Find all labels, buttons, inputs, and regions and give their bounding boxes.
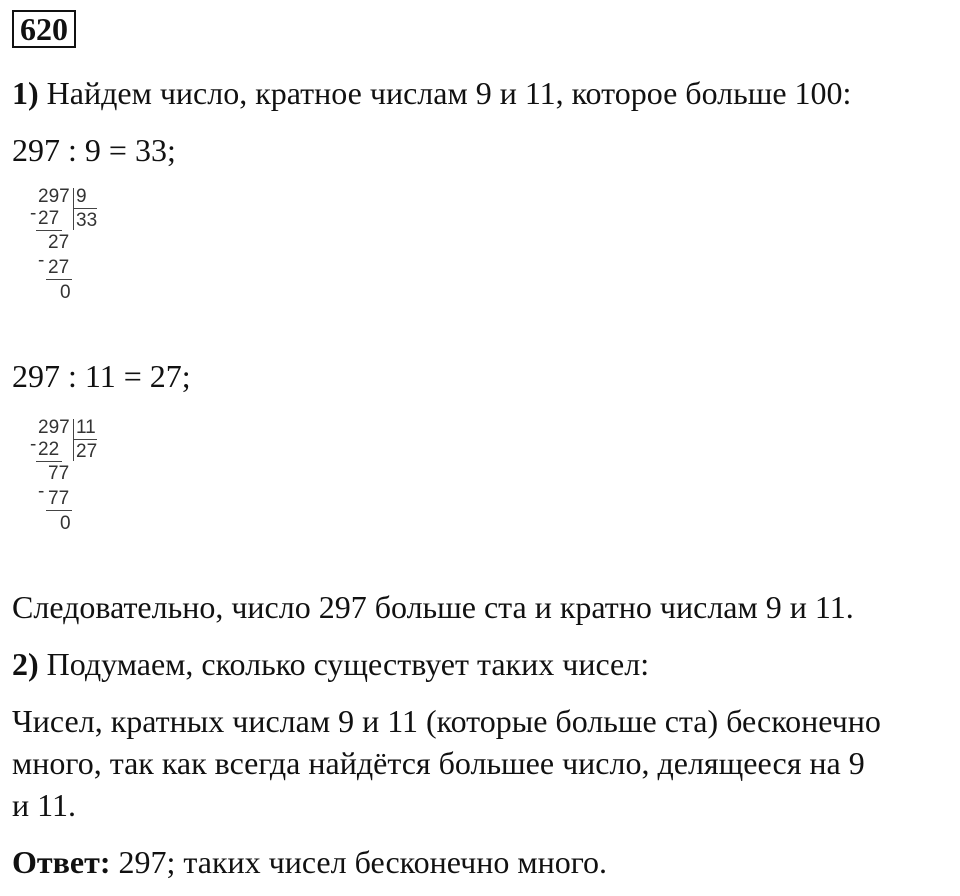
div1-rule-2 <box>46 279 72 280</box>
equation-1: 297 : 9 = 33; <box>12 132 176 168</box>
answer-line <box>12 842 607 882</box>
div2-vertical-bar <box>73 419 74 461</box>
div1-sub2: 27 <box>48 257 70 278</box>
div1-divisor: 9 <box>76 186 87 207</box>
step2-text: Подумаем, сколько существует таких чисел: <box>38 646 650 682</box>
equation-2: 297 : 11 = 27; <box>12 358 191 394</box>
div1-sub1: 27 <box>38 208 60 229</box>
conclusion: Следовательно, число 297 больше ста и кратно числам 9 и 11. <box>12 589 854 625</box>
long-division-1 <box>30 186 120 336</box>
paragraph-line-1: Чисел, кратных числам 9 и 11 (которые больше ста) бесконечно <box>12 703 881 739</box>
div1-rule-1 <box>36 230 62 231</box>
div2-sub1: 22 <box>38 439 60 460</box>
div2-minus-1: - <box>30 434 37 455</box>
problem-number: 620 <box>12 10 76 48</box>
div2-divisor: 11 <box>76 417 96 438</box>
div2-rem2: 0 <box>60 513 71 534</box>
div2-divisor-rule <box>73 439 97 440</box>
answer-label: Ответ: <box>12 844 111 880</box>
div1-rem2: 0 <box>60 282 71 303</box>
div2-minus-2: - <box>38 481 45 502</box>
paragraph-line-3: и 11. <box>12 787 76 823</box>
step2-label: 2) <box>12 646 39 682</box>
div2-rem1: 77 <box>48 463 70 484</box>
div2-rule-1 <box>36 461 62 462</box>
step1-line <box>12 73 851 113</box>
div1-vertical-bar <box>73 188 74 230</box>
step1-label: 1) <box>12 75 39 111</box>
div1-minus-1: - <box>30 203 37 224</box>
div2-sub2: 77 <box>48 488 70 509</box>
div1-rem1: 27 <box>48 232 70 253</box>
step1-text: Найдем число, кратное числам 9 и 11, которое больше 100: <box>38 75 852 111</box>
div1-quotient: 33 <box>76 210 98 231</box>
long-division-2 <box>30 417 120 567</box>
answer-text: 297; таких чисел бесконечно много. <box>110 844 608 880</box>
paragraph-line-2: много, так как всегда найдётся большее число, делящееся на 9 <box>12 745 865 781</box>
div2-quotient: 27 <box>76 441 98 462</box>
div1-divisor-rule <box>73 208 97 209</box>
div2-dividend: 297 <box>38 417 70 438</box>
step2-line <box>12 644 649 684</box>
div1-minus-2: - <box>38 250 45 271</box>
div1-dividend: 297 <box>38 186 70 207</box>
div2-rule-2 <box>46 510 72 511</box>
